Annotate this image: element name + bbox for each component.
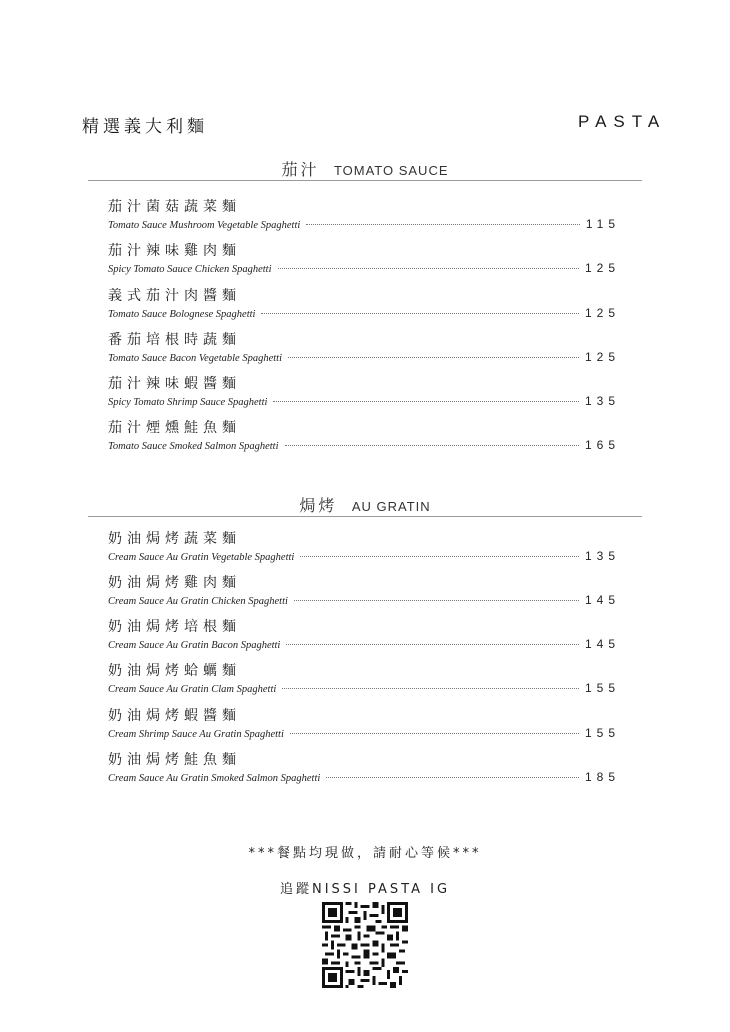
- dot-leader: [326, 777, 579, 778]
- prep-notice: ***餐點均現做，請耐心等候***: [248, 846, 482, 861]
- menu-item: [108, 528, 620, 568]
- dot-leader: [288, 357, 579, 358]
- menu-item: [108, 616, 620, 656]
- dot-leader: [286, 644, 579, 645]
- section-header-au-gratin: [88, 493, 642, 516]
- item-name-zh: 奶油焗烤鮭魚麵: [108, 752, 241, 768]
- item-name-en: Tomato Sauce Mushroom Vegetable Spaghetti: [108, 220, 301, 231]
- menu-item: [108, 749, 620, 789]
- menu-item: [108, 660, 620, 700]
- menu-title-en: PASTA: [578, 112, 667, 131]
- item-price: 135: [584, 549, 620, 563]
- dot-leader: [282, 688, 579, 689]
- item-price: 155: [584, 726, 620, 740]
- item-price: 145: [584, 637, 620, 651]
- dot-leader: [285, 445, 579, 446]
- item-name-en: Tomato Sauce Bolognese Spaghetti: [108, 309, 256, 320]
- item-price: 125: [584, 306, 620, 320]
- dot-leader: [300, 556, 579, 557]
- item-name-en: Spicy Tomato Shrimp Sauce Spaghetti: [108, 397, 268, 408]
- item-name-zh: 茄汁菌菇蔬菜麵: [108, 199, 241, 215]
- item-name-en: Cream Sauce Au Gratin Vegetable Spaghetti: [108, 552, 295, 563]
- menu-item: [108, 705, 620, 745]
- item-name-zh: 奶油焗烤蝦醬麵: [108, 708, 241, 724]
- section-title-en: AU GRATIN: [351, 499, 431, 514]
- dot-leader: [294, 600, 579, 601]
- section-divider: [88, 180, 642, 181]
- dot-leader: [306, 224, 580, 225]
- item-name-zh: 茄汁辣味雞肉麵: [108, 243, 241, 259]
- item-name-zh: 義式茄汁肉醬麵: [108, 288, 241, 304]
- menu-item: [108, 240, 620, 280]
- follow-instagram: 追蹤NISSI PASTA IG: [279, 882, 451, 897]
- item-name-en: Cream Sauce Au Gratin Bacon Spaghetti: [108, 640, 281, 651]
- item-name-zh: 奶油焗烤培根麵: [108, 619, 241, 635]
- item-name-en: Cream Sauce Au Gratin Chicken Spaghetti: [108, 596, 288, 607]
- dot-leader: [290, 733, 579, 734]
- item-name-en: Tomato Sauce Smoked Salmon Spaghetti: [108, 441, 279, 452]
- item-name-zh: 茄汁煙燻鮭魚麵: [108, 420, 241, 436]
- item-name-en: Cream Sauce Au Gratin Smoked Salmon Spaghetti: [108, 773, 321, 784]
- menu-item: [108, 572, 620, 612]
- qr-code-icon[interactable]: [322, 902, 408, 988]
- item-name-en: Cream Sauce Au Gratin Clam Spaghetti: [108, 684, 277, 695]
- dot-leader: [278, 268, 579, 269]
- section-header-tomato: [88, 157, 642, 180]
- item-price: 185: [584, 770, 620, 784]
- item-price: 125: [584, 350, 620, 364]
- item-name-en: Tomato Sauce Bacon Vegetable Spaghetti: [108, 353, 282, 364]
- dot-leader: [273, 401, 579, 402]
- item-name-zh: 奶油焗烤蛤蠣麵: [108, 663, 241, 679]
- menu-item: [108, 417, 620, 457]
- item-price: 135: [584, 394, 620, 408]
- item-name-zh: 奶油焗烤雞肉麵: [108, 575, 241, 591]
- section-title-en: TOMATO SAUCE: [333, 163, 449, 178]
- item-price: 145: [584, 593, 620, 607]
- menu-item: [108, 373, 620, 413]
- section-divider: [88, 516, 642, 517]
- item-price: 125: [584, 261, 620, 275]
- item-price: 165: [584, 438, 620, 452]
- item-name-en: Spicy Tomato Sauce Chicken Spaghetti: [108, 264, 272, 275]
- menu-item: [108, 285, 620, 325]
- section-title-zh: 焗烤: [299, 496, 338, 515]
- menu-title: 精選義大利麵: [82, 117, 208, 137]
- item-name-en: Cream Shrimp Sauce Au Gratin Spaghetti: [108, 729, 284, 740]
- item-price: 115: [585, 217, 620, 231]
- item-name-zh: 番茄培根時蔬麵: [108, 332, 241, 348]
- menu-item: [108, 329, 620, 369]
- dot-leader: [261, 313, 578, 314]
- menu-item: [108, 196, 620, 236]
- item-name-zh: 茄汁辣味蝦醬麵: [108, 376, 241, 392]
- section-title-zh: 茄汁: [281, 160, 320, 179]
- item-name-zh: 奶油焗烤蔬菜麵: [108, 531, 241, 547]
- item-price: 155: [584, 681, 620, 695]
